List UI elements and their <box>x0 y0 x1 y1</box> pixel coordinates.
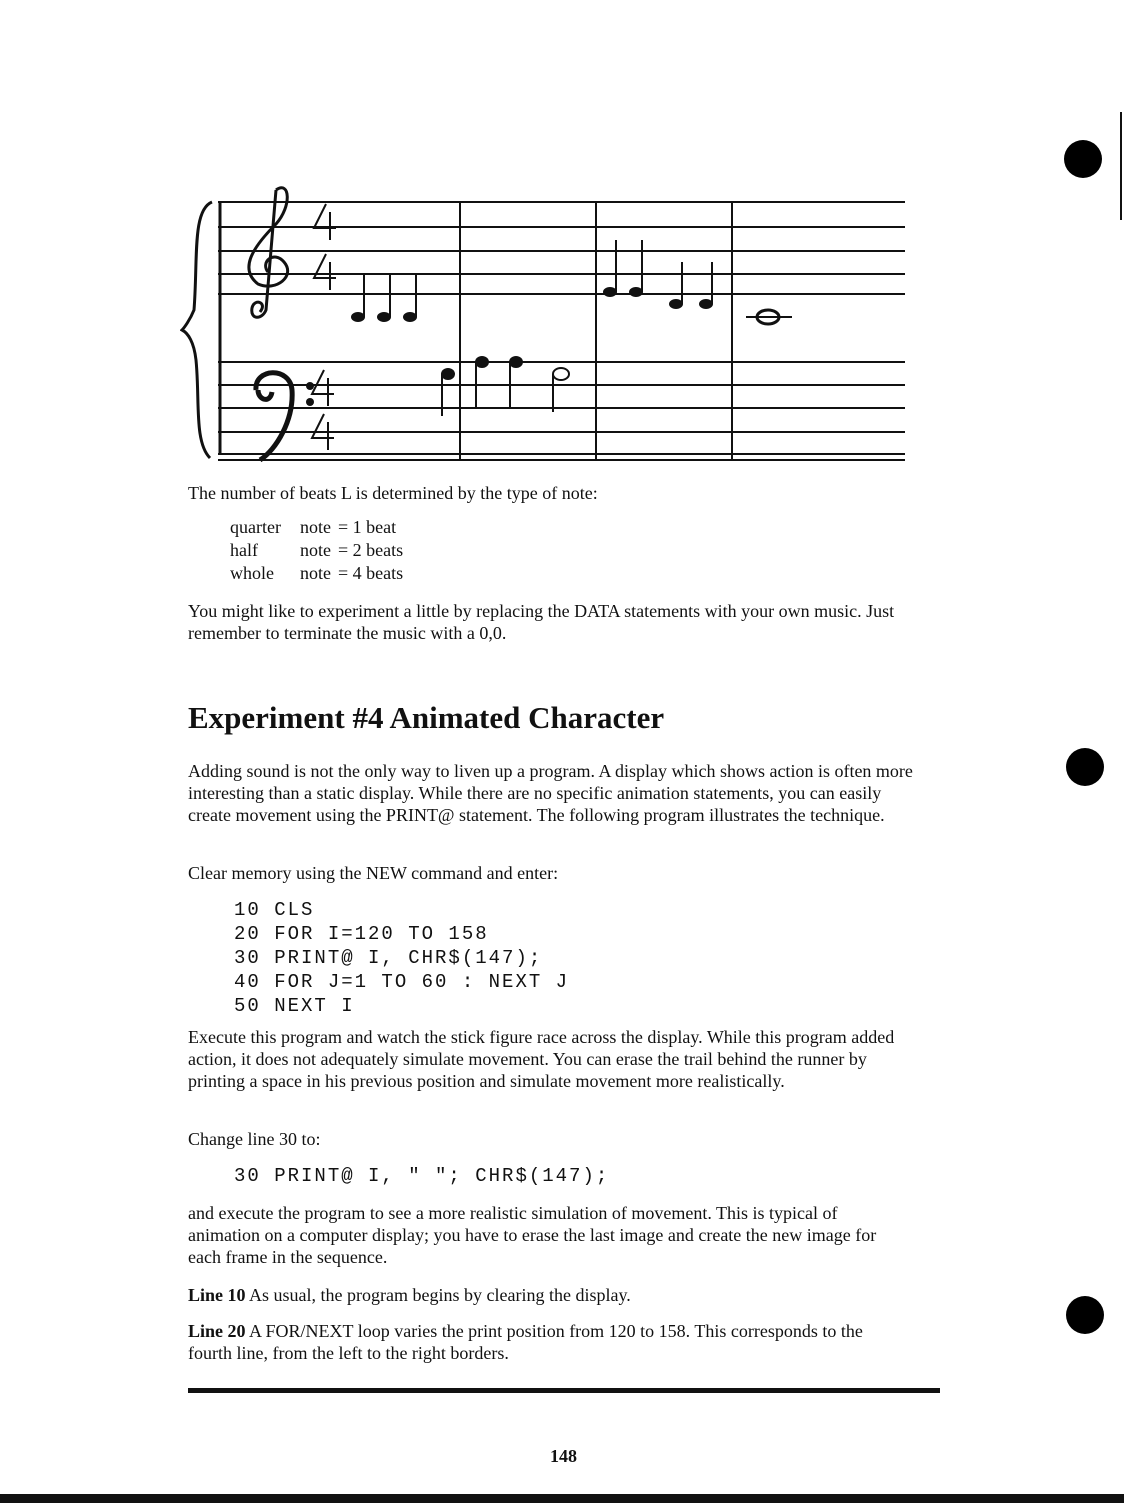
note-value: = 1 beat <box>338 517 397 537</box>
note-word: note <box>300 563 331 583</box>
clear-memory-text: Clear memory using the NEW command and enter: <box>188 863 559 883</box>
page-edge-line <box>1120 112 1122 220</box>
execute-paragraph: Execute this program and watch the stick figure race across the display. While this program added action, it does not adequately simulate movement. You can erase the trail behind the runner by printing a space in his previous position and simulate movement more realistically. <box>188 1027 895 1091</box>
section-title: Experiment #4 Animated Character <box>188 700 665 735</box>
change-line-text: Change line 30 to: <box>188 1129 321 1149</box>
line20-text: A FOR/NEXT loop varies the print position from 120 to 158. This corresponds to the fourth line, from the left to the right borders. <box>188 1321 863 1363</box>
note-name: whole <box>230 563 274 583</box>
binder-hole-middle <box>1066 748 1104 786</box>
note-word: note <box>300 517 331 537</box>
note-name: quarter <box>230 517 281 537</box>
page-number: 148 <box>550 1446 577 1466</box>
code-line: 10 CLS <box>234 899 315 921</box>
beats-intro: The number of beats L is determined by the type of note: <box>188 483 598 503</box>
program-listing <box>234 898 569 1018</box>
table-row <box>230 516 407 539</box>
binder-hole-bottom <box>1066 1296 1104 1334</box>
changed-code-line: 30 PRINT@ I, " "; CHR$(147); <box>234 1165 610 1187</box>
bottom-border <box>0 1494 1124 1503</box>
line10-paragraph <box>188 1284 908 1306</box>
code-line: 40 FOR J=1 TO 60 : NEXT J <box>234 971 570 993</box>
footer-rule <box>188 1388 940 1393</box>
music-staff <box>180 180 910 470</box>
code-line: 50 NEXT I <box>234 995 355 1017</box>
code-line: 30 PRINT@ I, CHR$(147); <box>234 947 543 969</box>
line10-label: Line 10 <box>188 1285 246 1305</box>
table-row <box>230 562 407 585</box>
intro-paragraph: Adding sound is not the only way to liven up a program. A display which shows action is often more interesting than a static display. While there are no specific animation statements, you can easily create movement using the PRINT@ statement. The following program illustrates the technique. <box>188 761 913 825</box>
note-name: half <box>230 540 258 560</box>
code-line: 20 FOR I=120 TO 158 <box>234 923 489 945</box>
note-value: = 4 beats <box>338 563 404 583</box>
note-word: note <box>300 540 331 560</box>
experiment-paragraph: You might like to experiment a little by replacing the DATA statements with your own music. Just remember to terminate the music with a 0,0. <box>188 601 895 643</box>
note-value: = 2 beats <box>338 540 404 560</box>
binder-hole-top <box>1064 140 1102 178</box>
table-row <box>230 539 407 562</box>
realistic-paragraph: and execute the program to see a more realistic simulation of movement. This is typical of animation on a computer display; you have to erase the last image and create the new image for each frame in the sequence. <box>188 1203 877 1267</box>
beats-table <box>230 516 407 585</box>
line20-label: Line 20 <box>188 1321 246 1341</box>
line20-paragraph <box>188 1320 868 1364</box>
line10-text: As usual, the program begins by clearing the display. <box>249 1285 631 1305</box>
